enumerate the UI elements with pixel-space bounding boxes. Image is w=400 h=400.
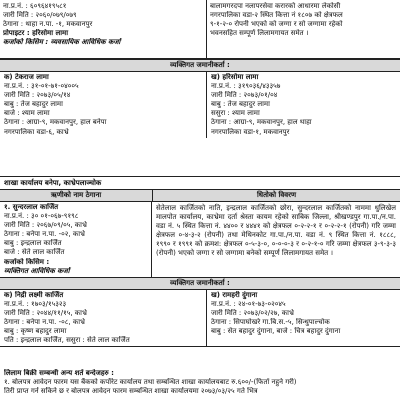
guarantor-line: ठेगाना : आग्रा-९, मकवानपुर, हाल थाहा bbox=[211, 118, 312, 127]
guarantor-tag: क bbox=[4, 73, 10, 81]
guarantor-line: नगरपालिका वडा-६, काभ्रे bbox=[4, 127, 69, 136]
top-right-collateral bbox=[206, 0, 400, 58]
guarantor-tag: ख bbox=[211, 73, 217, 81]
borrower-line: ना.प्र.नं. : ३० ०१-०६७-९१९८ bbox=[4, 212, 79, 221]
guarantor-line: बाबु : सेत बहादुर दुंगाना, बाजे : चित्र बहादुर दुंगाना bbox=[211, 327, 341, 336]
branch-title: शाखा कार्यालय बनेपा, काभ्रेपलाञ्चोक bbox=[0, 176, 400, 190]
collateral-line: बालामगरदपा नलापरसेवा करारको आधारमा लेकोसी bbox=[210, 2, 341, 10]
borrower-line: बाबु : इन्द्रलाल कार्जित bbox=[4, 239, 62, 248]
guarantor-line: ना.प्र.नं. : ३१९०३६/४३३५७ bbox=[211, 82, 281, 91]
loan-type-line: कर्जाको किसिम : व्यवसायिक आविधिक कर्जा bbox=[3, 38, 121, 47]
guarantor-tag: क bbox=[4, 290, 10, 299]
guarantor-line: ठेगाना : आग्रा-९, मकवानपुर, हाल बनेपा bbox=[4, 118, 107, 127]
guarantor-line: ठेगाना : सिपाघोखरे गा.बि.स.-५, सिन्धुपाल्चोक bbox=[211, 318, 330, 327]
guarantor-name: हरिसोमा लामा bbox=[222, 73, 259, 81]
borrower-cell bbox=[0, 202, 152, 277]
guarantor-card: ख) रामहरी दुंगाना ना.प्र.नं. : २४-०१-७३-०२०४५ जारी मिति : २०७३/०२/२७, काभ्रे ठेगाना : सिपाघोखरे गा.बि.स.-५, सिन्धुपाल्चोक बाबु : सेत बहादुर दुंगाना, बाजे : चित्र बहादुर दुंगाना bbox=[206, 290, 400, 347]
guarantor-card: क) टेकराज लामा ना.प्र.नं. : ३१-०१-७१-०४००५ जारी मिति : २०७३/०५/१४ बाबु : तेज बहादुर लामा बाजे : श्याम लामा ठेगाना : आग्रा-९, मकवानपुर, हाल बनेपा नगरपालिका वडा-६, काभ्रे bbox=[0, 72, 206, 138]
guarantor-line: जारी मिति : २०७३/०२/२७, काभ्रे bbox=[211, 308, 294, 317]
header-collateral: धितोको विवरण bbox=[256, 191, 297, 199]
guarantors-row bbox=[0, 72, 400, 138]
guarantor-tag: ख bbox=[211, 290, 217, 299]
table-header bbox=[0, 190, 400, 202]
detail-line: जारी मिति : २०६०/०७९/०७९ bbox=[3, 11, 77, 20]
borrower-name: १. सुन्दरलाल कार्जित bbox=[4, 203, 59, 211]
collateral-cell: सेतेलाल कार्जितको नाति, इन्द्रलाल कार्जितको छोरा, सुन्दरलाल कार्जितको नाममा धुलिखेल मालपोत कार्यालय, काभ्रेमा दर्ता श्रेस्ता कायम रहेको साबिक जिल्ला, श्रीखण्डपुर गा.पा./न.पा. वडा नं. ५ स्थित कित्ता नं. ४४०० र ४४४१ को क्षेत्रफल ०-२-२-१ र ०-२-२-१ (रोपनी) गरि जम्मा क्षेत्रफल ०-४-३-२ (रोपनी) तथा मेथिनकोट गा.पा./न.पा. वडा नं. ९ स्थित कित्ता नं. १८८८, १९९० र १९९१ को क्रमश: क्षेत्रफल ०-५-३-०, ०-०-०-३ र ०-२-१-० गरि जम्मा क्षेत्रफल ३-९-३-३ (रोपनी) भएको जग्गा र सो जग्गामा बनेको सम्पूर्ण लिलामगायत समेत । bbox=[156, 204, 396, 258]
guarantor-line: जारी मिति : २०७३/०५/१४ bbox=[4, 91, 71, 100]
notes-title: लिलाम बिक्री सम्बन्धी अन्य शर्त बन्देजहरु : bbox=[4, 369, 114, 377]
guarantor-line: बाजे : श्याम लामा bbox=[4, 109, 50, 118]
notes-item: तिरी प्राप्त गर्न सकिने छ र बोलपत्र आवेदन फारम सम्बन्धित शाखा कार्यालयमा २०७३/०३/२५ गते भित्र bbox=[4, 387, 258, 396]
guarantors-row bbox=[0, 290, 400, 348]
guarantor-line: ना.प्र.नं. : १७०३/१५३२३ bbox=[4, 299, 67, 308]
borrower-line: ठेगाना : बनेपा न.पा. -०२, काभ्रे bbox=[4, 230, 85, 239]
top-left-details bbox=[0, 0, 206, 58]
branch-section bbox=[0, 176, 400, 347]
guarantors-heading: व्यक्तिगत जमानीकर्ता : bbox=[0, 59, 400, 72]
proprietor-line: प्रोपाइटर : हरिसोमा लामा bbox=[3, 29, 69, 38]
guarantor-line: ठेगाना : बनेपा न.पा. -०८, काभ्रे bbox=[4, 318, 85, 327]
collateral-line: ९-१-२-० रोपनी भएको को जग्गा र सो जग्गामा रहेको bbox=[210, 20, 343, 29]
table-row bbox=[0, 202, 400, 278]
notes-item: १. बोलपत्र आवेदन फारम यस बैंकको कर्पोरेट कार्यालय तथा सम्बन्धित शाखा कार्यालयबाट रु.६००/-(फिर्ता नहुने गरी) bbox=[4, 378, 297, 387]
collateral-line: नगरपालिका वडा-२ स्थित कित्ता नं १८०७ को क्षेत्रफल bbox=[210, 11, 343, 20]
loan-type-value: व्यक्तिगत आविधिक कर्जा bbox=[4, 266, 70, 275]
guarantor-card: क) निद्री लक्ष्मी कार्जित ना.प्र.नं. : १७०३/१५३२३ जारी मिति : २०४४/११/१५, काभ्रे ठेगाना : बनेपा न.पा. -०८, काभ्रे बाबु : कृष्ण बहादुर लामा पति : इन्द्रलाल कार्जित, ससुरा : सेते लाल कार्जित bbox=[0, 290, 206, 347]
guarantor-card: ख) हरिसोमा लामा ना.प्र.नं. : ३१९०३६/४३३५७ जारी मिति : २०७३/०१/०४ बाबु : तेज बहादुर लामा ससुरा : श्याम लामा ठेगाना : आग्रा-९, मकवानपुर, हाल थाहा नगरपालिका वडा-१, मकवानपुर bbox=[206, 72, 400, 138]
guarantor-line: जारी मिति : २०४४/११/१५, काभ्रे bbox=[4, 308, 87, 317]
top-block bbox=[0, 0, 400, 59]
guarantor-line: बाबु : तेज बहादुर लामा bbox=[211, 100, 270, 109]
guarantor-line: ससुरा : श्याम लामा bbox=[211, 109, 260, 118]
guarantor-line: जारी मिति : २०७३/०१/०४ bbox=[211, 91, 278, 100]
auction-notes bbox=[0, 368, 400, 397]
collateral-line: भवनसहित सम्पूर्ण लिलामगायत समेत । bbox=[210, 29, 309, 38]
guarantor-name: टेकराज लामा bbox=[15, 73, 49, 81]
guarantor-line: ना.प्र.नं. : २४-०१-७३-०२०४५ bbox=[211, 299, 286, 308]
guarantors-heading: व्यक्तिगत जमानीकर्ता : bbox=[0, 278, 400, 290]
guarantor-line: ना.प्र.नं. : ३१-०१-७१-०४००५ bbox=[4, 82, 79, 91]
loan-type-label: कर्जाको किसिम : bbox=[4, 257, 50, 266]
guarantor-line: बाबु : तेज बहादुर लामा bbox=[4, 100, 63, 109]
guarantor-line: पति : इन्द्रलाल कार्जित, ससुरा : सेते लाल कार्जित bbox=[4, 336, 130, 345]
borrower-line: बाजे : सेते लाल कार्जित bbox=[4, 248, 65, 257]
guarantor-line: नगरपालिका वडा-१, मकवानपुर bbox=[211, 127, 290, 136]
detail-line: ना.प्र.नं. : ६०९६४१९५८१ bbox=[3, 2, 67, 10]
guarantor-name: रामहरी दुंगाना bbox=[222, 290, 258, 299]
detail-line: ठेगाना : थाहा न.पा. -१, मकवानपुर bbox=[3, 20, 93, 29]
guarantor-name: निद्री लक्ष्मी कार्जित bbox=[15, 290, 64, 299]
guarantor-line: बाबु : कृष्ण बहादुर लामा bbox=[4, 327, 67, 336]
header-borrower: ऋणीको नाम ठेगाना bbox=[0, 190, 153, 201]
borrower-line: जारी मिति : २०६७/०९/०५, काभ्रे bbox=[4, 221, 87, 230]
